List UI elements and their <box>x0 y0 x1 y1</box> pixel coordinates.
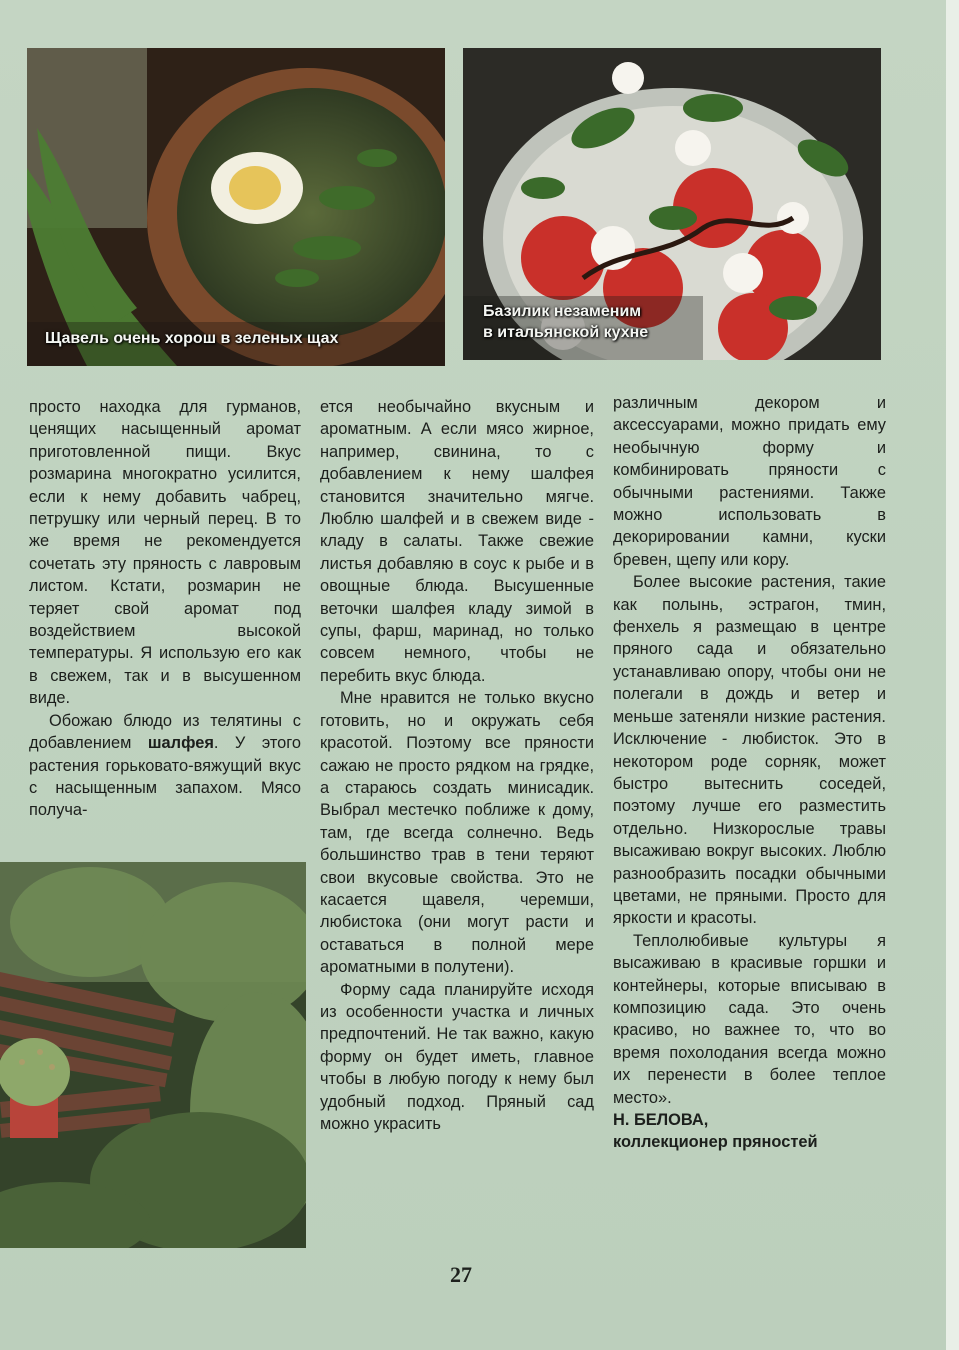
page-number: 27 <box>450 1262 472 1287</box>
text-column-3 <box>613 392 886 1154</box>
col1-paragraph-1: просто находка для гурманов, ценящих насыщенный аромат приготовленной пищи. Вкус розмарина многократно усилится, если к нему добавить чабрец, петрушку или черный перец. В то же время не рекомендуется сочетать эту пряность с лавровым листом. Кстати, розмарин не теряет свой аромат под воздействием высокой температуры. Я использую его как в свежем, так и в высушенном виде. <box>29 398 301 708</box>
col1-paragraph-2-text-b: . У этого растения горьковато-вяжущий вкус с насыщенным запахом. Мясо получа- <box>29 734 301 820</box>
page-edge <box>946 0 959 1350</box>
col1-paragraph-2 <box>29 710 301 822</box>
salad-caption-line1: Базилик незаменим <box>483 303 642 320</box>
col1-paragraph-2-text-a: Обожаю блюдо из телятины с добавлением <box>29 711 301 753</box>
soup-photo-caption: Щавель очень хорош в зеленых щах <box>45 330 339 347</box>
sorrel-soup-image <box>27 48 445 366</box>
col2-paragraph-2: Мне нравится не только вкусно готовить, но и окружать себя красотой. Поэтому все пряности сажаю не просто рядком на грядке, а стараюсь создать минисадик. Выбрал местечко поближе к дому, там, где всегда солнечно. Ведь большинство трав в тени теряют свои вкусовые свойства. Это не касается щавеля, черемши, любистока (они могут расти и оставаться в полной мере ароматными в полутени). <box>320 689 594 977</box>
text-column-1 <box>29 396 301 822</box>
author-name: Н. БЕЛОВА, <box>613 1111 709 1129</box>
garden-bench-image <box>0 862 306 1248</box>
garden-bench-photo <box>0 862 306 1248</box>
col2-paragraph-1: ется необычайно вкусным и ароматным. А если мясо жирное, например, свинина, то с добавлением к нему шалфея становится значительно мягче. Люблю шалфей и в свежем виде - кладу в салаты. Также свежие листья добавляю в соус к рыбе и в овощные блюда. Высушенные веточки шалфея кладу зимой в супы, фарш, маринад, но только совсем немного, чтобы не перебить вкус блюда. <box>320 398 594 685</box>
basil-salad-photo <box>463 48 881 360</box>
text-column-2 <box>320 396 594 1135</box>
sorrel-soup-photo <box>27 48 445 366</box>
sage-highlight: шалфея <box>147 734 214 753</box>
salad-caption-line2: в итальянской кухне <box>483 324 649 341</box>
author-title: коллекционер пряностей <box>613 1133 818 1152</box>
col3-paragraph-3: Теплолюбивые культуры я высаживаю в красивые горшки и контейнеры, которые вписываю в композицию сада. Это очень красиво, но важнее то, что во время похолодания всегда можно их перенести в более теплое место». <box>613 931 886 1107</box>
col3-paragraph-1: различным декором и аксессуарами, можно придать ему необычную форму и комбинировать пряности с обычными растениями. Также можно использовать в декорировании камни, куски бревен, щепу или кору. <box>613 394 886 569</box>
col2-paragraph-3: Форму сада планируйте исходя из особенности участка и личных предпочтений. Не так важно, какую форму он будет иметь, главное чтобы в любую погоду к нему был удобный подход. Пряный сад можно украсить <box>320 980 594 1133</box>
col3-paragraph-2: Более высокие растения, такие как полынь, эстрагон, тмин, фенхель я размещаю в центре пряного сада и обязательно устанавливаю опору, чтобы они не полегали в дождь и ветер и меньше затеняли низкие растения. Исключение - любисток. Это в некотором роде сорняк, может быстро вытеснить соседей, поэтому лучше его разместить отдельно. Низкорослые травы высаживаю вокруг высоких. Люблю разнообразить посадки обычными цветами, не пряными. Просто для яркости и красоты. <box>613 573 886 928</box>
